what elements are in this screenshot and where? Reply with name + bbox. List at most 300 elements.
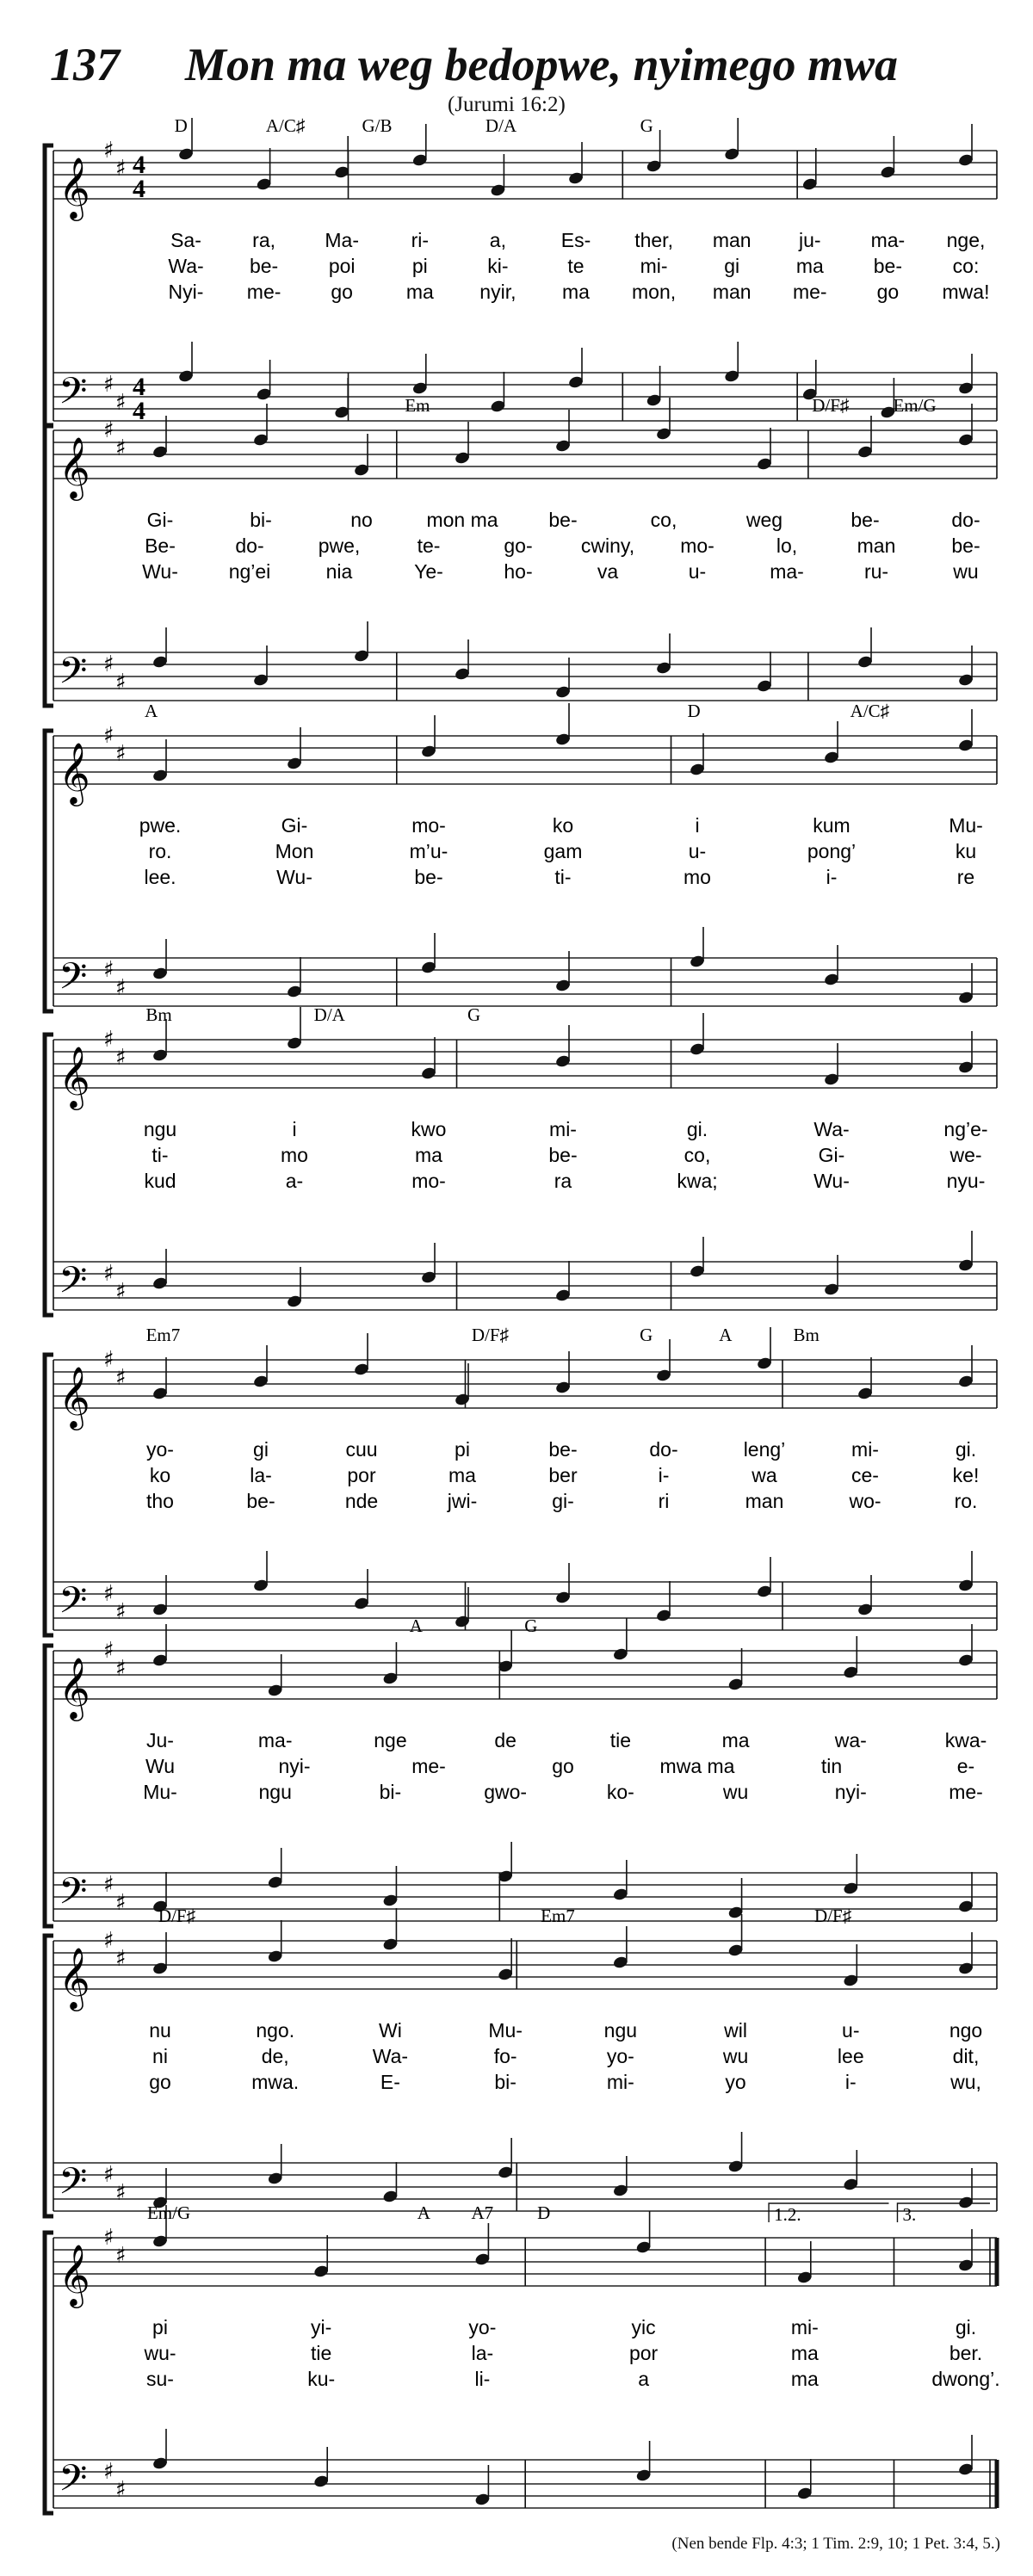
lyric-syllable: ri (658, 1490, 670, 1512)
lyric-syllable: ma (448, 1464, 476, 1486)
key-sharp-icon: ♯ (115, 1890, 127, 1916)
lyric-syllable: Gi- (818, 1144, 845, 1166)
lyric-syllable: ju- (799, 229, 821, 251)
chord-symbol: Em (405, 395, 430, 416)
lyric-syllable: Mon (275, 840, 314, 862)
lyric-syllable: kwa; (677, 1170, 718, 1192)
lyric-syllable: ber (548, 1464, 578, 1486)
lyric-syllable: ti- (554, 866, 572, 888)
lyric-syllable: ru- (863, 560, 889, 583)
lyric-syllable: man (712, 229, 752, 251)
bass-clef-icon: 𝄢 (59, 1870, 88, 1922)
lyric-syllable: gi (724, 255, 740, 277)
lyric-syllable: co, (650, 509, 677, 531)
chord-symbol: Em/G (893, 395, 937, 416)
bass-staff (53, 370, 997, 425)
lyric-syllable: Ma- (325, 229, 360, 251)
footnote: (Nen bende Flp. 4:3; 1 Tim. 2:9, 10; 1 Pet. 3:4, 5.) (671, 2535, 1000, 2553)
bass-staff (53, 1259, 997, 1311)
lyric-syllable: nyi- (834, 1781, 867, 1803)
lyric-syllable: be- (249, 255, 279, 277)
chord-symbol: D/A (485, 115, 517, 136)
lyric-syllable: wu- (144, 2342, 176, 2364)
lyric-syllable: ngu (258, 1781, 292, 1803)
lyric-syllable: ng’ei (228, 560, 271, 583)
lyric-syllable: de, (261, 2045, 289, 2067)
lyric-syllable: yi- (311, 2316, 332, 2338)
treble-clef-icon: 𝄞 (59, 741, 90, 804)
chord-symbol: G (640, 1325, 653, 1345)
lyric-syllable: mon ma (426, 509, 498, 531)
lyric-syllable: mi- (549, 1118, 577, 1140)
lyric-syllable: ngo (949, 2019, 983, 2042)
lyric-syllable: go (149, 2071, 171, 2093)
lyric-syllable: kwa- (944, 1729, 987, 1751)
lyric-syllable: ti- (152, 1144, 169, 1166)
lyric-syllable: ma (562, 281, 590, 303)
lyric-syllable: yo- (468, 2316, 497, 2338)
lyric-syllable: u- (688, 560, 707, 583)
key-sharp-icon: ♯ (103, 1638, 114, 1664)
lyric-syllable: ma (790, 2368, 819, 2390)
treble-staff (53, 417, 997, 501)
lyric-syllable: ko (149, 1464, 171, 1486)
key-sharp-icon: ♯ (115, 2477, 127, 2503)
system-6 (45, 1615, 997, 1926)
lyric-syllable: nu (149, 2019, 171, 2042)
lyric-syllable: do- (649, 1438, 678, 1461)
lyric-syllable: pi (411, 255, 428, 277)
lyric-syllable: we- (949, 1144, 982, 1166)
lyric-syllable: Wa- (168, 255, 204, 277)
key-sharp-icon: ♯ (115, 1365, 127, 1391)
bass-clef-icon: 𝄢 (59, 1579, 88, 1631)
key-sharp-icon: ♯ (103, 2162, 114, 2188)
treble-staff (53, 1027, 997, 1110)
key-sharp-icon: ♯ (103, 1027, 114, 1053)
lyric-syllable: be- (548, 1144, 578, 1166)
chord-symbol: A (719, 1325, 733, 1345)
chord-symbol: Bm (145, 1004, 172, 1025)
lyric-syllable: ro. (148, 840, 172, 862)
lyric-syllable: dit, (952, 2045, 980, 2067)
lyric-syllable: mi- (851, 1438, 879, 1461)
lyric-syllable: mi- (640, 255, 668, 277)
lyric-syllable: Ju- (146, 1729, 174, 1751)
system-2 (45, 395, 997, 706)
lyric-syllable: pwe, (318, 534, 361, 557)
system-bracket (45, 1355, 53, 1635)
lyric-syllable: go (331, 281, 353, 303)
lyric-syllable: leng’ (743, 1438, 786, 1461)
lyric-syllable: yic (631, 2316, 656, 2338)
lyric-syllable: me- (949, 1781, 983, 1803)
lyric-syllable: gi- (552, 1490, 574, 1512)
lyric-syllable: wu (722, 1781, 749, 1803)
lyric-syllable: mo- (680, 534, 714, 557)
lyric-syllable: li- (474, 2368, 491, 2390)
lyric-syllable: gwo- (484, 1781, 528, 1803)
lyric-syllable: su- (146, 2368, 174, 2390)
lyric-syllable: ku (955, 840, 977, 862)
lyric-syllable: be- (873, 255, 903, 277)
lyric-syllable: wil (724, 2019, 747, 2042)
lyric-syllable: lee. (144, 866, 176, 888)
chord-symbol: D/A (313, 1004, 345, 1025)
lyric-syllable: te- (417, 534, 441, 557)
lyric-syllable: gi. (686, 1118, 708, 1140)
lyric-syllable: Wa- (372, 2045, 409, 2067)
lyric-syllable: i (695, 814, 700, 837)
treble-staff (53, 1347, 997, 1430)
key-sharp-icon: ♯ (115, 975, 127, 1001)
lyric-syllable: go (876, 281, 900, 303)
lyric-syllable: de (494, 1729, 516, 1751)
treble-clef-icon: 𝄞 (59, 1946, 90, 2009)
bass-staff (53, 955, 997, 1007)
lyric-syllable: me- (792, 281, 827, 303)
key-sharp-icon: ♯ (103, 1347, 114, 1373)
lyric-syllable: poi (328, 255, 356, 277)
key-sharp-icon: ♯ (103, 1581, 114, 1607)
lyric-syllable: Mu- (143, 1781, 177, 1803)
lyric-syllable: kum (813, 814, 851, 837)
lyric-syllable: a, (489, 229, 506, 251)
lyric-syllable: gam (543, 840, 583, 862)
chord-symbol: D (537, 2202, 551, 2223)
lyric-syllable: i- (658, 1464, 670, 1486)
lyric-syllable: pi (152, 2316, 168, 2338)
lyric-syllable: co: (952, 255, 980, 277)
system-7 (45, 1906, 997, 2216)
lyric-syllable: nyir, (479, 281, 516, 303)
lyric-syllable: mwa ma (659, 1755, 735, 1777)
lyric-syllable: be- (548, 1438, 578, 1461)
chord-symbol: Bm (793, 1325, 820, 1345)
key-sharp-icon: ♯ (115, 1946, 127, 1972)
lyric-syllable: por (628, 2342, 659, 2364)
key-sharp-icon: ♯ (103, 652, 114, 677)
lyric-syllable: u- (842, 2019, 860, 2042)
lyric-syllable: Es- (560, 229, 591, 251)
lyric-syllable: fo- (493, 2045, 517, 2067)
treble-clef-icon: 𝄞 (59, 156, 90, 219)
key-sharp-icon: ♯ (103, 2225, 114, 2251)
lyric-syllable: Wu- (142, 560, 178, 583)
chord-symbol: G (524, 1615, 538, 1636)
bass-staff (53, 650, 997, 701)
lyric-syllable: E- (380, 2071, 400, 2093)
lyric-syllable: man (857, 534, 896, 557)
lyric-syllable: te (567, 255, 585, 277)
lyric-syllable: ma- (770, 560, 804, 583)
lyric-syllable: yo- (606, 2045, 634, 2067)
lyric-syllable: be- (414, 866, 443, 888)
lyric-syllable: ku- (307, 2368, 336, 2390)
lyric-syllable: mo (281, 1144, 308, 1166)
lyric-syllable: co, (684, 1144, 711, 1166)
lyric-syllable: lo, (776, 534, 798, 557)
time-signature-top: 4 (133, 151, 145, 179)
lyric-syllable: mwa! (942, 281, 990, 303)
lyric-syllable: nde (344, 1490, 379, 1512)
lyric-syllable: wu, (950, 2071, 981, 2093)
lyric-syllable: wu (722, 2045, 749, 2067)
chord-symbol: D (687, 701, 701, 721)
lyric-syllable: ce- (851, 1464, 879, 1486)
lyric-syllable: be- (246, 1490, 275, 1512)
lyric-syllable: va (597, 560, 619, 583)
lyric-syllable: man (712, 281, 752, 303)
system-3 (45, 701, 997, 1011)
system-bracket (45, 1646, 53, 1926)
chord-symbol: D (174, 115, 188, 136)
lyric-syllable: yo (725, 2071, 746, 2093)
key-sharp-icon: ♯ (115, 1279, 127, 1305)
lyric-syllable: weg (745, 509, 783, 531)
lyric-syllable: wa (752, 1464, 777, 1486)
bass-clef-icon: 𝄢 (59, 1259, 88, 1311)
lyric-syllable: go- (504, 534, 533, 557)
treble-clef-icon: 𝄞 (59, 2243, 90, 2306)
lyric-syllable: tho (146, 1490, 174, 1512)
chord-symbol: A (144, 701, 158, 721)
key-sharp-icon: ♯ (115, 2243, 127, 2269)
key-sharp-icon: ♯ (115, 670, 127, 695)
lyric-syllable: nyu- (946, 1170, 986, 1192)
bass-clef-icon: 𝄢 (59, 2160, 88, 2212)
volta-label: 1.2. (774, 2204, 801, 2225)
key-sharp-icon: ♯ (103, 2459, 114, 2485)
lyric-syllable: a- (285, 1170, 304, 1192)
chord-symbol: D/F♯ (471, 1325, 510, 1345)
song-number: 137 (50, 39, 120, 90)
lyric-syllable: kwo (411, 1118, 447, 1140)
system-bracket (45, 1936, 53, 2216)
lyric-syllable: bi- (250, 509, 272, 531)
lyric-syllable: man (745, 1490, 784, 1512)
key-sharp-icon: ♯ (103, 1872, 114, 1898)
bass-clef-icon: 𝄢 (59, 650, 88, 701)
lyric-syllable: jwi- (447, 1490, 478, 1512)
lyric-syllable: ber. (949, 2342, 983, 2364)
system-bracket (45, 2233, 53, 2513)
lyric-syllable: ho- (504, 560, 533, 583)
lyric-syllable: u- (688, 840, 707, 862)
lyric-syllable: i (292, 1118, 297, 1140)
lyric-syllable: pwe. (139, 814, 182, 837)
lyric-syllable: do- (235, 534, 264, 557)
lyric-syllable: gi. (955, 2316, 977, 2338)
key-sharp-icon: ♯ (103, 957, 114, 983)
lyric-syllable: tin (820, 1755, 843, 1777)
lyric-syllable: Mu- (949, 814, 983, 837)
key-sharp-icon: ♯ (103, 138, 114, 164)
key-sharp-icon: ♯ (115, 390, 127, 416)
system-5 (45, 1325, 997, 1635)
lyric-syllable: Mu- (488, 2019, 523, 2042)
lyric-syllable: wo- (849, 1490, 881, 1512)
lyric-syllable: la- (471, 2342, 494, 2364)
lyric-syllable: ma- (870, 229, 906, 251)
lyric-syllable: kud (144, 1170, 176, 1192)
lyric-syllable: i- (826, 866, 838, 888)
lyric-syllable: Ye- (414, 560, 443, 583)
chord-symbol: D/F♯ (158, 1906, 196, 1926)
lyric-syllable: dwong’. (931, 2368, 1000, 2390)
lyric-syllable: mo- (411, 814, 446, 837)
lyric-syllable: Wi (379, 2019, 402, 2042)
time-signature-top: 4 (133, 373, 145, 401)
treble-clef-icon: 𝄞 (59, 1365, 90, 1428)
treble-staff (53, 723, 997, 806)
lyric-syllable: ko (552, 814, 574, 837)
bass-clef-icon: 𝄢 (59, 2457, 88, 2509)
lyric-syllable: re (956, 866, 975, 888)
lyric-syllable: no (350, 509, 373, 531)
lyric-syllable: Wu- (813, 1170, 850, 1192)
treble-staff (53, 1638, 997, 1721)
lyric-syllable: lee (837, 2045, 864, 2067)
lyric-syllable: me- (246, 281, 281, 303)
system-8 (45, 2202, 1000, 2513)
key-sharp-icon: ♯ (115, 741, 127, 767)
scripture-reference: (Jurumi 16:2) (448, 93, 566, 116)
key-sharp-icon: ♯ (115, 1599, 127, 1625)
key-sharp-icon: ♯ (115, 2180, 127, 2206)
system-bracket (45, 1035, 53, 1315)
chord-symbol: A (409, 1615, 423, 1636)
system-bracket (45, 145, 53, 426)
lyric-syllable: ma- (257, 1729, 293, 1751)
treble-clef-icon: 𝄞 (59, 436, 90, 498)
chord-symbol: A (417, 2202, 430, 2223)
lyric-syllable: wu (953, 560, 979, 583)
lyric-syllable: yo- (146, 1438, 174, 1461)
chord-symbol: A/C♯ (265, 115, 306, 136)
lyric-syllable: Wu (145, 1755, 176, 1777)
lyric-syllable: ngu (603, 2019, 638, 2042)
lyric-syllable: tie (311, 2342, 332, 2364)
chord-symbol: G (467, 1004, 481, 1025)
treble-staff (53, 1928, 997, 2011)
lyric-syllable: ro. (954, 1490, 978, 1512)
key-sharp-icon: ♯ (103, 372, 114, 398)
time-signature-bottom: 4 (133, 397, 145, 425)
lyric-syllable: Sa- (170, 229, 201, 251)
lyric-syllable: gi. (955, 1438, 977, 1461)
lyric-syllable: wa- (834, 1729, 867, 1751)
system-4 (45, 1004, 997, 1315)
system-1 (45, 115, 997, 426)
lyric-syllable: ra (554, 1170, 572, 1192)
lyric-syllable: la- (250, 1464, 272, 1486)
lyric-syllable: go (552, 1755, 574, 1777)
lyric-syllable: ngu (143, 1118, 177, 1140)
treble-staff (53, 138, 997, 221)
system-bracket (45, 425, 53, 706)
lyric-syllable: ma (790, 2342, 819, 2364)
chord-symbol: D/F♯ (814, 1906, 852, 1926)
lyric-syllable: ko- (606, 1781, 634, 1803)
lyric-syllable: ni (152, 2045, 168, 2067)
chord-symbol: A/C♯ (850, 701, 890, 721)
lyric-syllable: Wa- (813, 1118, 850, 1140)
lyric-syllable: be- (851, 509, 880, 531)
lyric-syllable: be- (548, 509, 578, 531)
lyric-syllable: Wu- (276, 866, 312, 888)
lyric-syllable: ther, (634, 229, 673, 251)
lyric-syllable: bi- (494, 2071, 516, 2093)
volta-label: 3. (902, 2204, 917, 2225)
lyric-syllable: Gi- (146, 509, 174, 531)
time-signature-bottom: 4 (133, 175, 145, 203)
lyric-syllable: nia (325, 560, 353, 583)
lyric-syllable: mon, (632, 281, 677, 303)
lyric-syllable: a (638, 2368, 649, 2390)
bass-clef-icon: 𝄢 (59, 955, 88, 1007)
lyric-syllable: ra, (252, 229, 276, 251)
lyric-syllable: mi- (606, 2071, 634, 2093)
bass-clef-icon: 𝄢 (59, 370, 88, 422)
lyric-syllable: pi (455, 1438, 470, 1461)
lyric-syllable: mwa. (251, 2071, 300, 2093)
lyric-syllable: ng’e- (943, 1118, 988, 1140)
lyric-syllable: mo (684, 866, 711, 888)
chord-symbol: D/F♯ (812, 395, 850, 416)
lyric-syllable: nyi- (278, 1755, 311, 1777)
chord-symbol: A7 (471, 2202, 494, 2223)
lyric-syllable: ma (415, 1144, 442, 1166)
lyric-syllable: cuu (345, 1438, 378, 1461)
lyric-syllable: cwiny, (580, 534, 635, 557)
key-sharp-icon: ♯ (103, 1928, 114, 1954)
key-sharp-icon: ♯ (115, 1045, 127, 1071)
lyric-syllable: gi (253, 1438, 269, 1461)
lyric-syllable: ki- (487, 255, 509, 277)
key-sharp-icon: ♯ (115, 1656, 127, 1682)
lyric-syllable: be- (951, 534, 980, 557)
lyric-syllable: Gi- (281, 814, 308, 837)
lyric-syllable: nge (374, 1729, 407, 1751)
lyric-syllable: e- (956, 1755, 975, 1777)
lyric-syllable: nge, (946, 229, 986, 251)
lyric-syllable: m’u- (409, 840, 448, 862)
song-title: Mon ma weg bedopwe, nyimego mwa (185, 39, 898, 90)
lyric-syllable: ngo. (256, 2019, 295, 2042)
key-sharp-icon: ♯ (115, 436, 127, 461)
lyric-syllable: por (347, 1464, 376, 1486)
lyric-syllable: mi- (790, 2316, 819, 2338)
chord-symbol: G (640, 115, 653, 136)
lyric-syllable: me- (411, 1755, 446, 1777)
lyric-syllable: ma (405, 281, 434, 303)
key-sharp-icon: ♯ (115, 156, 127, 182)
lyric-syllable: ma (795, 255, 824, 277)
lyric-syllable: ri- (411, 229, 430, 251)
key-sharp-icon: ♯ (103, 417, 114, 443)
lyric-syllable: do- (951, 509, 980, 531)
chord-symbol: G/B (362, 115, 393, 136)
chord-symbol: Em/G (146, 2202, 191, 2223)
lyric-syllable: Nyi- (168, 281, 204, 303)
lyric-syllable: i- (844, 2071, 857, 2093)
lyric-syllable: ke! (952, 1464, 980, 1486)
lyric-syllable: pong’ (807, 840, 857, 862)
chord-symbol: Em7 (145, 1325, 181, 1345)
lyric-syllable: bi- (379, 1781, 402, 1803)
lyric-syllable: ma (721, 1729, 750, 1751)
